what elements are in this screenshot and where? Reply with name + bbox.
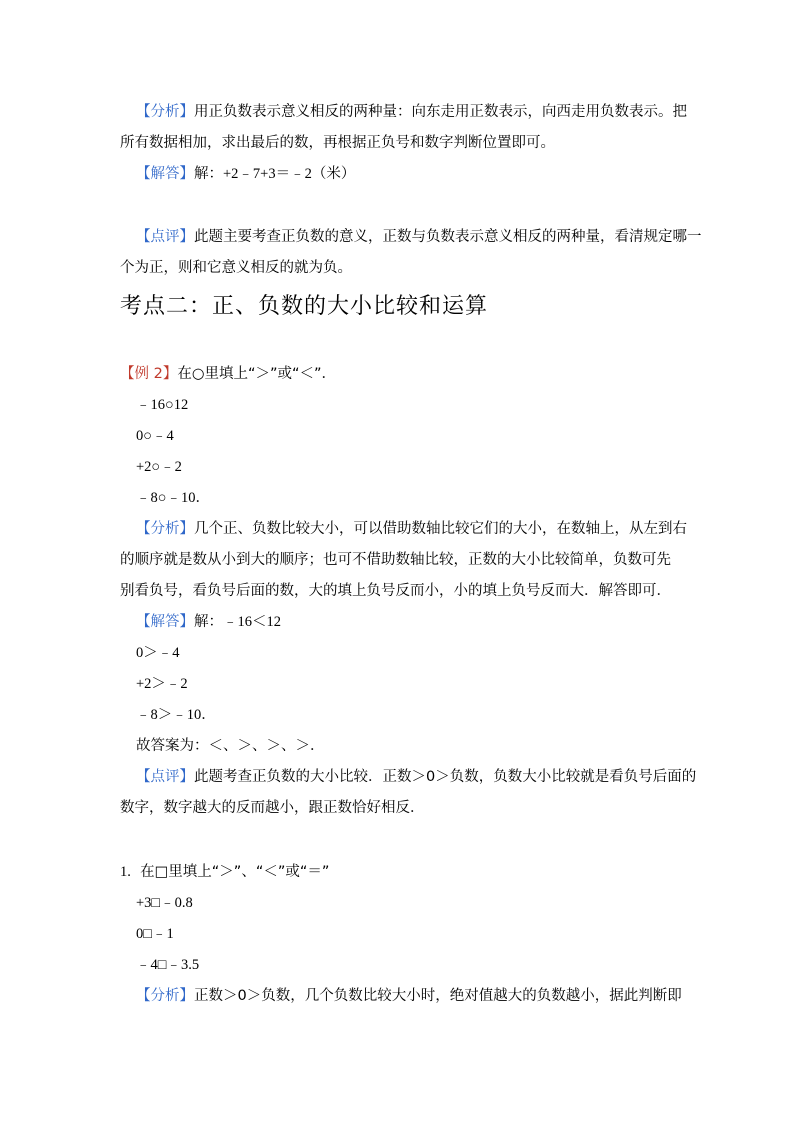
comment-tag: 【点评】	[136, 769, 194, 785]
answer-paragraph-1	[136, 164, 355, 184]
analysis-tag: 【分析】	[136, 988, 194, 1004]
analysis-continuation: 的顺序就是数从小到大的顺序；也可不借助数轴比较，正数的大小比较简单，负数可先	[120, 552, 671, 568]
answer-item: ﹣8＞﹣10．	[136, 707, 216, 723]
example-tag: 【例 2】	[120, 366, 178, 382]
final-answer: 故答案为：＜、＞、＞、＞．	[136, 738, 325, 754]
question-item: +3□﹣0.8	[136, 895, 193, 911]
example-item: ﹣8○﹣10．	[136, 490, 211, 506]
analysis-tag: 【分析】	[136, 521, 194, 537]
comment-text: 此题考查正负数的大小比较．正数＞0＞负数，负数大小比较就是看负号后面的	[194, 769, 697, 785]
answer-tag: 【解答】	[136, 614, 194, 630]
example-item: ﹣16○12	[136, 397, 189, 413]
analysis-text: 正数＞0＞负数，几个负数比较大小时，绝对值越大的负数越小，据此判断即	[194, 988, 682, 1004]
comment-paragraph-2	[136, 767, 696, 787]
example-item: 0○﹣4	[136, 428, 174, 444]
example-item: +2○﹣2	[136, 459, 182, 475]
question-1-prompt	[120, 862, 329, 882]
comment-tag: 【点评】	[136, 229, 194, 245]
comment-continuation: 个为正，则和它意义相反的就为负。	[120, 260, 352, 276]
analysis-text: 用正负数表示意义相反的两种量：向东走用正数表示，向西走用负数表示。把	[194, 104, 687, 120]
analysis-text: 几个正、负数比较大小，可以借助数轴比较它们的大小，在数轴上，从左到右	[194, 521, 687, 537]
comment-continuation: 数字，数字越大的反而越小，跟正数恰好相反．	[120, 800, 425, 816]
answer-text: 解：﹣16＜12	[194, 614, 281, 630]
comment-paragraph-1	[136, 227, 702, 247]
analysis-paragraph-3	[136, 986, 682, 1006]
comment-text: 此题主要考查正负数的意义，正数与负数表示意义相反的两种量，看清规定哪一	[194, 229, 702, 245]
analysis-tag: 【分析】	[136, 104, 194, 120]
example-2-prompt	[120, 364, 336, 384]
section-heading: 考点二：正、负数的大小比较和运算	[120, 294, 489, 319]
analysis-continuation: 所有数据相加，求出最后的数，再根据正负号和数字判断位置即可。	[120, 135, 555, 151]
answer-item: +2＞﹣2	[136, 676, 188, 692]
answer-tag: 【解答】	[136, 166, 194, 182]
answer-paragraph-2	[136, 612, 281, 632]
question-prompt-text: 在□里填上“＞”、“＜”或“＝”	[140, 864, 330, 880]
analysis-continuation: 别看负号，看负号后面的数，大的填上负号反而小，小的填上负号反而大．解答即可．	[120, 583, 671, 599]
analysis-paragraph-2	[136, 519, 687, 539]
example-prompt-text: 在○里填上“＞”或“＜”．	[177, 366, 337, 382]
answer-text: 解：+2﹣7+3＝﹣2（米）	[194, 166, 356, 182]
analysis-paragraph-1	[136, 102, 687, 122]
question-item: ﹣4□﹣3.5	[136, 957, 200, 973]
question-number: 1.	[120, 864, 131, 880]
answer-item: 0＞﹣4	[136, 645, 180, 661]
question-item: 0□﹣1	[136, 926, 174, 942]
